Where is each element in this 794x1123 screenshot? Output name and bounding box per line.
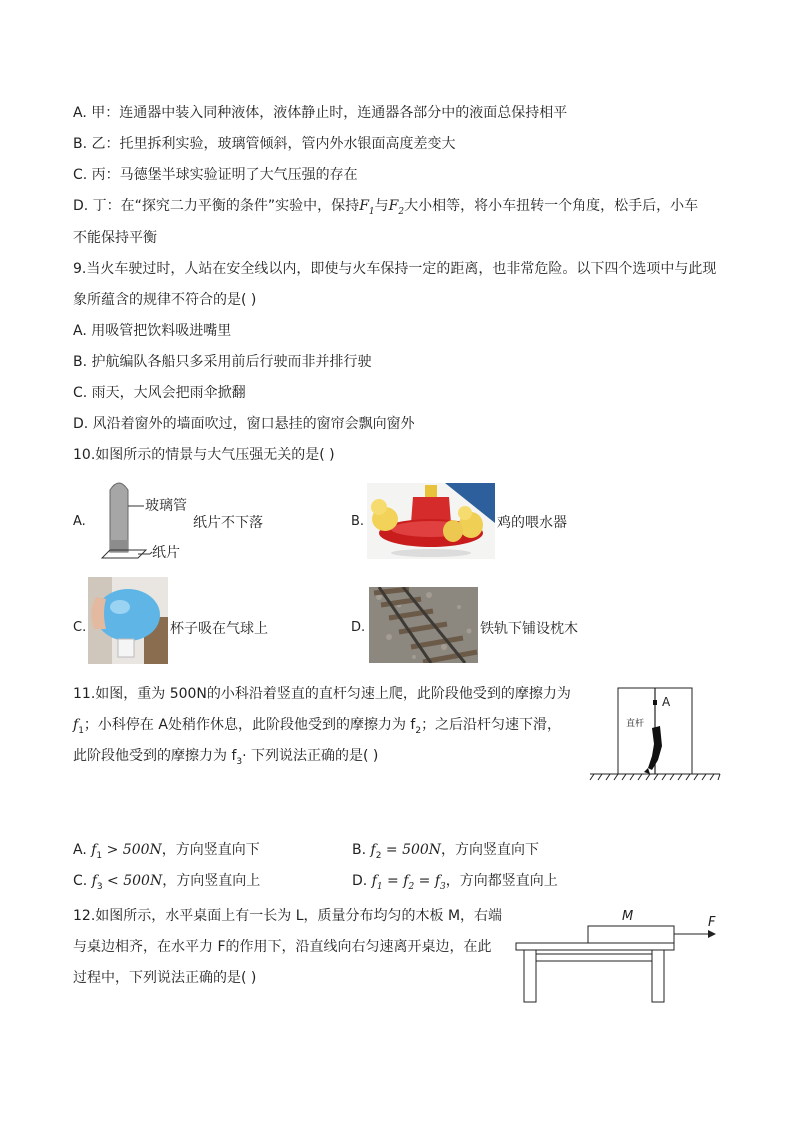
q9-option-d: D. 风沿着窗外的墙面吹过，窗口悬挂的窗帘会飘向窗外 (73, 416, 415, 432)
q11-b-f: f (370, 842, 376, 858)
q10-b-caption: 鸡的喂水器 (497, 515, 567, 531)
q10-a-label: A. (73, 514, 86, 529)
q8-option-d-mid: 与 (374, 198, 389, 214)
paper-label: 纸片 (152, 545, 180, 561)
q11-line2-text: ；小科停在 A处稍作休息，此阶段他受到的摩擦力为 f (83, 717, 416, 733)
q11-a-rel: > 500N (102, 842, 162, 858)
q11-b-label: B. (352, 842, 367, 858)
q11-c-sub: 3 (96, 881, 103, 892)
table-board-figure (512, 904, 724, 1006)
q11-c-rel: < 500N (102, 873, 163, 889)
q8-option-a: A. 甲：连通器中装入同种液体，液体静止时，连通器各部分中的液面总保持相平 (73, 105, 568, 121)
q8-f1: $F_1$ (359, 198, 375, 217)
q10-c-label: C. (73, 620, 87, 635)
q11-b-rel: = 500N (381, 842, 442, 858)
pole-climber-figure (588, 686, 722, 782)
q10-stem: 10.如图所示的情景与大气压强无关的是( ) (73, 447, 335, 463)
q9-option-b: B. 护航编队各船只多采用前后行驶而非并排行驶 (73, 354, 372, 370)
q8-option-d-post: 大小相等，将小车扭转一个角度，松手后，小车 (404, 198, 699, 214)
q11-option-d (352, 871, 558, 897)
q11-option-a (73, 840, 260, 866)
q11-option-b (352, 840, 539, 866)
q8-option-c: C. 丙：马德堡半球实验证明了大气压强的存在 (73, 167, 358, 183)
q11-b-text: ，方向竖直向下 (441, 842, 540, 858)
q9-stem-line1: 9.当火车驶过时，人站在安全线以内，即使与火车保持一定的距离，也非常危险。以下四个选项中与此现 (73, 261, 717, 277)
q8-option-d-line2: 不能保持平衡 (73, 230, 157, 246)
q10-a-caption: 纸片不下落 (193, 515, 263, 531)
glass-tube-figure (88, 478, 198, 562)
q8-f2: $F_2$ (388, 198, 405, 217)
q11-a-text: ，方向竖直向下 (161, 842, 260, 858)
q11-line3-text2: · 下列说法正确的是( ) (242, 748, 379, 764)
q12-stem-line1: 12.如图所示，水平桌面上有一长为 L，质量分布均匀的木板 M，右端 (73, 908, 503, 924)
q9-option-c: C. 雨天，大风会把雨伞掀翻 (73, 385, 246, 401)
balloon-cup-photo (88, 577, 168, 664)
f1-symbol: f (73, 717, 79, 733)
fig-label-pole: 直杆 (626, 719, 645, 729)
q11-d-text: ，方向都竖直向上 (445, 873, 558, 889)
q10-b-label: B. (351, 514, 365, 529)
f1-subscript: 1 (78, 725, 84, 736)
glass-tube-label: 玻璃管 (145, 498, 187, 514)
q11-d-expr: $f_1 = f_2 = f_3$ (371, 873, 446, 892)
q11-c-text: ，方向竖直向上 (162, 873, 261, 889)
q10-d-caption: 铁轨下铺设枕木 (480, 621, 578, 637)
q11-line2-text2: ；之后沿杆匀速下滑， (421, 717, 562, 733)
q11-d-label: D. (352, 873, 368, 889)
fig-label-m: M (622, 909, 634, 924)
q12-stem-line2: 与桌边相齐，在水平力 F的作用下，沿直线向右匀速离开桌边，在此 (73, 939, 492, 955)
q11-line3-text: 此阶段他受到的摩擦力为 f (73, 748, 237, 764)
q11-a-label: A. (73, 842, 87, 858)
q11-a-sub: 1 (96, 850, 103, 861)
q11-option-c (73, 871, 260, 897)
q11-stem-line3 (73, 746, 378, 772)
q11-stem-line1: 11.如图，重为 500N的小科沿着竖直的直杆匀速上爬，此阶段他受到的摩擦力为 (73, 686, 571, 702)
chick-waterer-photo (367, 483, 495, 559)
q8-option-b: B. 乙：托里拆利实验，玻璃管倾斜，管内外水银面高度差变大 (73, 136, 456, 152)
q10-d-label: D. (351, 620, 366, 635)
q11-c-label: C. (73, 873, 88, 889)
f2-subscript: 2 (415, 725, 422, 736)
q11-b-sub: 2 (375, 850, 382, 861)
q12-stem-line3: 过程中，下列说法正确的是( ) (73, 970, 257, 986)
q11-stem-line2 (73, 715, 561, 741)
q9-option-a: A. 用吸管把饮料吸进嘴里 (73, 323, 232, 339)
f3-subscript: 3 (236, 756, 243, 767)
q8-option-d (73, 196, 698, 222)
q11-c-f: f (91, 873, 97, 889)
q11-a-f: f (91, 842, 97, 858)
fig-label-a: A (662, 695, 671, 709)
railway-sleepers-photo (369, 587, 478, 663)
fig-label-f: F (708, 915, 716, 930)
q9-stem-line2: 象所蕴含的规律不符合的是( ) (73, 292, 257, 308)
q8-option-d-pre: D. 丁：在“探究二力平衡的条件”实验中，保持 (73, 198, 360, 214)
q10-c-caption: 杯子吸在气球上 (170, 621, 268, 637)
